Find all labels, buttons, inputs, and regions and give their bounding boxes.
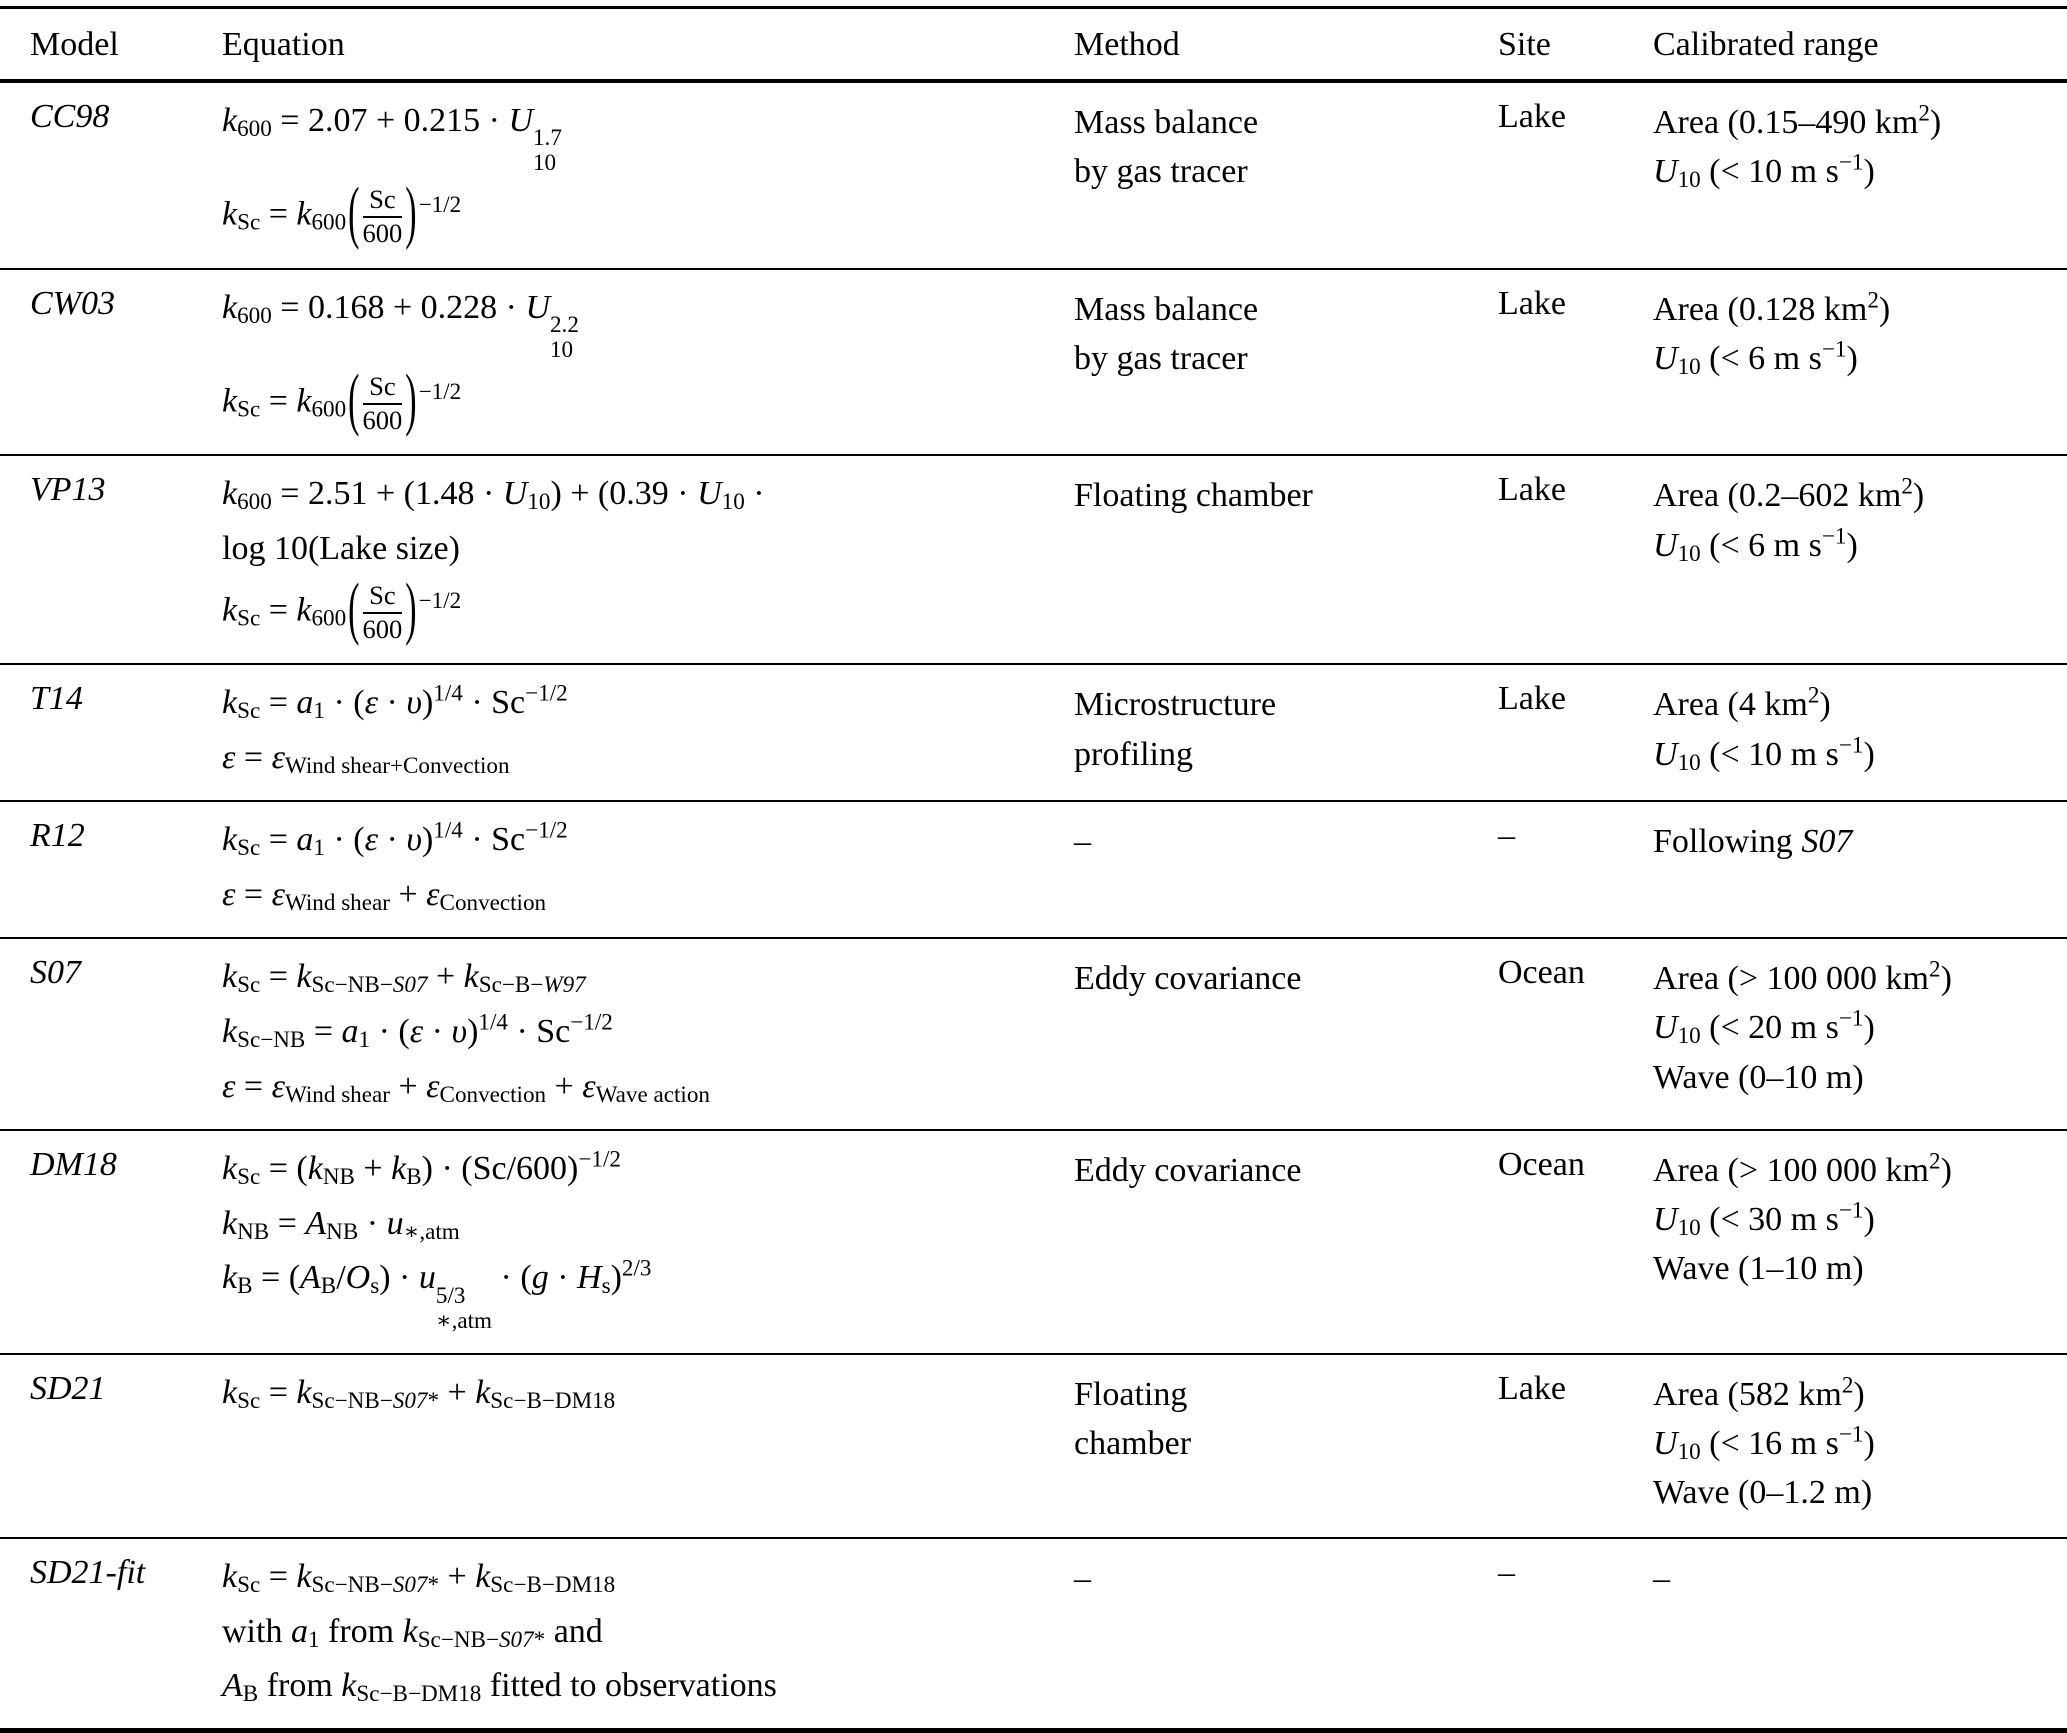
col-header-method: Method bbox=[1074, 26, 1180, 63]
method-line: Floating chamber bbox=[1074, 477, 1313, 515]
model-name: S07 bbox=[30, 954, 81, 991]
equation-line: $k_{Sc} = k_{Sc-NB-S07*} + k_{Sc-B-DM18}$ bbox=[222, 1373, 616, 1414]
site-label: Lake bbox=[1498, 1369, 1566, 1407]
equation-line: $k_B = (A_B/O_s) \cdot u$ 5/3 ∗,atm · $(g \cdot H_s)^{2/3}$ bbox=[222, 1255, 652, 1334]
site-cell bbox=[1498, 1130, 1653, 1354]
method-cell bbox=[1074, 1354, 1498, 1538]
calibrated-range-cell bbox=[1653, 1538, 2067, 1731]
table-row bbox=[0, 269, 2067, 456]
model-comparison-table bbox=[0, 6, 2067, 1733]
range-line: Wave (0–1.2 m) bbox=[1653, 1474, 1873, 1512]
equation-cell bbox=[222, 801, 1074, 938]
calibrated-range-cell bbox=[1653, 938, 2067, 1130]
equation-cell bbox=[222, 1538, 1074, 1731]
site-label: Lake bbox=[1498, 98, 1566, 135]
method-line: by gas tracer bbox=[1074, 339, 1248, 377]
range-line: $U_{10}$ (< 6 m $s^{-1}$) bbox=[1653, 522, 1858, 567]
site-cell bbox=[1498, 1538, 1653, 1731]
table-row bbox=[0, 801, 2067, 938]
method-line: Microstructure bbox=[1074, 686, 1277, 724]
table-row bbox=[0, 1130, 2067, 1354]
equation-line: $k_{Sc} = k_{600}$( $\frac{Sc}{600}$ )$^{-1/2}$ bbox=[222, 362, 462, 439]
table-row bbox=[0, 938, 2067, 1130]
equation-line: $\varepsilon = \varepsilon_{Wind shear} + \varepsilon_{Convection} + \varepsilon_{Wave action}$ bbox=[222, 1067, 710, 1108]
calibrated-range-cell bbox=[1653, 1130, 2067, 1354]
range-line: Area (> 100 000 $km^2$) bbox=[1653, 1147, 1952, 1189]
range-line: Area (> 100 000 $km^2$) bbox=[1653, 956, 1952, 997]
site-cell bbox=[1498, 455, 1653, 664]
model-cell bbox=[0, 664, 222, 801]
method-cell bbox=[1074, 938, 1498, 1130]
range-line: $U_{10}$ (< 16 m $s^{-1}$) bbox=[1653, 1421, 1875, 1466]
site-cell bbox=[1498, 1354, 1653, 1538]
equation-cell bbox=[222, 455, 1074, 664]
range-line: Wave (0–10 m) bbox=[1653, 1058, 1864, 1096]
calibrated-range-cell bbox=[1653, 801, 2067, 938]
model-cell bbox=[0, 1130, 222, 1354]
range-line: Area (582 $km^2$) bbox=[1653, 1372, 1865, 1413]
col-header-equation: Equation bbox=[222, 26, 345, 63]
col-header-calibrated-range: Calibrated range bbox=[1653, 26, 1879, 63]
model-name: CC98 bbox=[30, 98, 110, 135]
site-label: – bbox=[1498, 817, 1515, 855]
equation-line: $k_{Sc} = (k_{NB} + k_B) \cdot (Sc/600)^{-1/2}$ bbox=[222, 1145, 621, 1190]
equation-line: $k_{Sc} = a_1 \cdot (\varepsilon \cdot \upsilon)^{1/4} \cdot Sc^{-1/2}$ bbox=[222, 680, 568, 725]
model-name: CW03 bbox=[30, 284, 115, 322]
method-line: Mass balance bbox=[1074, 290, 1259, 328]
method-line: chamber bbox=[1074, 1425, 1192, 1463]
equation-cell bbox=[222, 938, 1074, 1130]
range-line: $U_{10}$ (< 10 m $s^{-1}$) bbox=[1653, 149, 1875, 194]
site-label: Lake bbox=[1498, 471, 1566, 509]
calibrated-range-cell bbox=[1653, 664, 2067, 801]
model-cell bbox=[0, 938, 222, 1130]
model-cell bbox=[0, 1354, 222, 1538]
equation-line: $\varepsilon = \varepsilon_{Wind shear} + \varepsilon_{Convection}$ bbox=[222, 876, 547, 917]
method-line: Mass balance bbox=[1074, 104, 1259, 141]
equation-line: $k_{600} = 2.51 + (1.48 \cdot U_{10}) + (0.39 \cdot U_{10}$ · bbox=[222, 475, 765, 516]
site-label: Lake bbox=[1498, 680, 1566, 718]
calibrated-range-cell bbox=[1653, 455, 2067, 664]
method-cell bbox=[1074, 1538, 1498, 1731]
equation-line: $k_{Sc} = a_1 \cdot (\varepsilon \cdot \upsilon)^{1/4} \cdot Sc^{-1/2}$ bbox=[222, 817, 568, 862]
site-cell bbox=[1498, 801, 1653, 938]
range-line: $U_{10}$ (< 10 m $s^{-1}$) bbox=[1653, 732, 1875, 776]
range-line: Following S07 bbox=[1653, 823, 1853, 861]
site-label: Ocean bbox=[1498, 1145, 1585, 1183]
range-line: $U_{10}$ (< 6 m $s^{-1}$) bbox=[1653, 336, 1858, 381]
model-name: T14 bbox=[30, 680, 83, 718]
equation-line: $k_{NB} = A_{NB} \cdot u_{∗,atm}$ bbox=[222, 1204, 460, 1245]
equation-line: with $a_1$ from $k_{Sc-NB-S07*}$ and bbox=[222, 1612, 603, 1653]
calibrated-range-cell bbox=[1653, 269, 2067, 456]
equation-line: $k_{600} = 2.07 + 0.215 \cdot U$ 1.7 10 bbox=[222, 102, 562, 177]
site-label: Ocean bbox=[1498, 954, 1585, 991]
equation-line: $k_{Sc} = k_{600}$( $\frac{Sc}{600}$ )$^{-1/2}$ bbox=[222, 571, 462, 648]
calibrated-range-cell bbox=[1653, 81, 2067, 269]
equation-cell bbox=[222, 269, 1074, 456]
model-cell bbox=[0, 269, 222, 456]
equation-line: log 10(Lake size) bbox=[222, 530, 460, 568]
site-cell bbox=[1498, 938, 1653, 1130]
method-cell bbox=[1074, 664, 1498, 801]
col-header-model: Model bbox=[30, 26, 119, 63]
calibrated-range-cell bbox=[1653, 1354, 2067, 1538]
equation-line: $k_{Sc} = k_{Sc-NB-S07} + k_{Sc-B-W97}$ bbox=[222, 958, 586, 999]
range-line: – bbox=[1653, 1559, 1670, 1597]
model-cell bbox=[0, 801, 222, 938]
range-line: Area (0.128 $km^2$) bbox=[1653, 286, 1891, 328]
equation-cell bbox=[222, 81, 1074, 269]
equation-line: $\varepsilon = \varepsilon_{Wind shear+Convection}$ bbox=[222, 739, 510, 780]
method-line: profiling bbox=[1074, 735, 1193, 773]
model-name: R12 bbox=[30, 817, 85, 855]
method-cell bbox=[1074, 801, 1498, 938]
range-line: $U_{10}$ (< 20 m $s^{-1}$) bbox=[1653, 1005, 1875, 1050]
range-line: $U_{10}$ (< 30 m $s^{-1}$) bbox=[1653, 1197, 1875, 1242]
equation-line: $k_{Sc} = k_{Sc-NB-S07*} + k_{Sc-B-DM18}$ bbox=[222, 1557, 616, 1598]
table-row bbox=[0, 1354, 2067, 1538]
equation-line: $k_{600} = 0.168 + 0.228 \cdot U$ 2.2 10 bbox=[222, 288, 579, 363]
equation-line: $k_{Sc} = k_{600}$( $\frac{Sc}{600}$ )$^{-1/2}$ bbox=[222, 175, 462, 252]
model-cell bbox=[0, 455, 222, 664]
method-line: – bbox=[1074, 1559, 1091, 1597]
equation-cell bbox=[222, 664, 1074, 801]
header-row bbox=[0, 8, 2067, 82]
equation-cell bbox=[222, 1130, 1074, 1354]
method-line: Eddy covariance bbox=[1074, 960, 1302, 997]
method-line: Floating bbox=[1074, 1375, 1188, 1413]
model-cell bbox=[0, 81, 222, 269]
table-row bbox=[0, 81, 2067, 269]
range-line: Area (4 $km^2$) bbox=[1653, 682, 1831, 724]
table-body bbox=[0, 81, 2067, 1731]
model-name: SD21-fit bbox=[30, 1553, 146, 1591]
site-cell bbox=[1498, 664, 1653, 801]
site-cell bbox=[1498, 81, 1653, 269]
equation-line: $k_{Sc-NB} = a_1 \cdot (\varepsilon \cdot \upsilon)^{1/4} \cdot Sc^{-1/2}$ bbox=[222, 1009, 613, 1053]
range-line: Wave (1–10 m) bbox=[1653, 1250, 1864, 1288]
model-name: SD21 bbox=[30, 1369, 106, 1407]
model-name: VP13 bbox=[30, 471, 106, 509]
site-label: – bbox=[1498, 1553, 1515, 1591]
table-row bbox=[0, 1538, 2067, 1731]
method-line: by gas tracer bbox=[1074, 153, 1248, 191]
method-cell bbox=[1074, 81, 1498, 269]
col-header-site: Site bbox=[1498, 26, 1551, 63]
method-cell bbox=[1074, 455, 1498, 664]
method-line: – bbox=[1074, 823, 1091, 861]
method-cell bbox=[1074, 1130, 1498, 1354]
equation-line: $A_B$ from $k_{Sc-B-DM18}$ fitted to observations bbox=[222, 1667, 777, 1708]
range-line: Area (0.2–602 $km^2$) bbox=[1653, 473, 1925, 515]
method-line: Eddy covariance bbox=[1074, 1151, 1302, 1189]
range-line: Area (0.15–490 $km^2$) bbox=[1653, 100, 1942, 141]
table-header bbox=[0, 8, 2067, 82]
site-cell bbox=[1498, 269, 1653, 456]
table-row bbox=[0, 455, 2067, 664]
site-label: Lake bbox=[1498, 284, 1566, 322]
model-cell bbox=[0, 1538, 222, 1731]
table-row bbox=[0, 664, 2067, 801]
equation-cell bbox=[222, 1354, 1074, 1538]
model-name: DM18 bbox=[30, 1145, 117, 1183]
method-cell bbox=[1074, 269, 1498, 456]
